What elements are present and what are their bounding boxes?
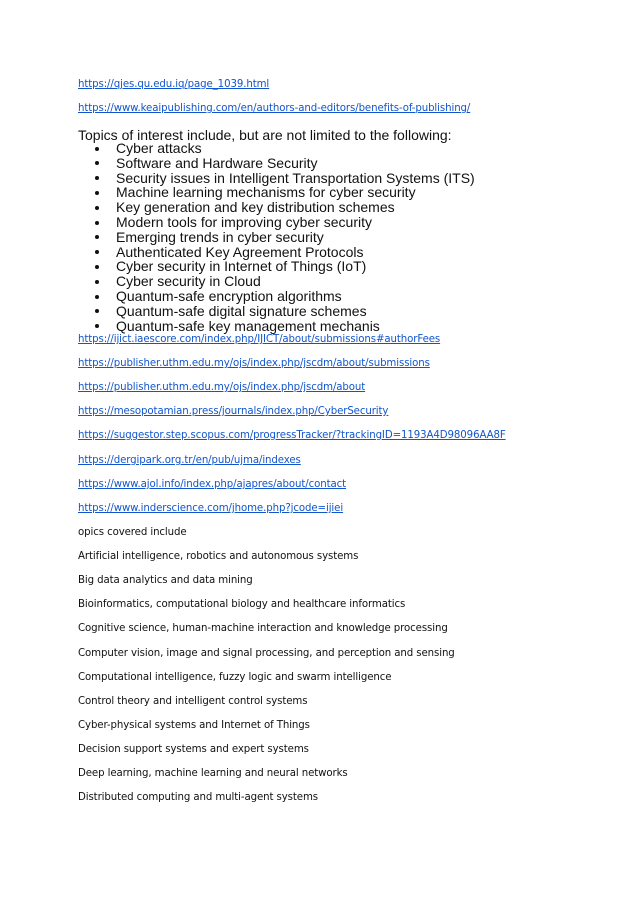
- list-item: Emerging trends in cyber security: [78, 230, 475, 245]
- link-mesopotamian[interactable]: https://mesopotamian.press/journals/index.php/CyberSecurity: [78, 406, 389, 417]
- list-item: Cyber security in Internet of Things (IoT): [78, 259, 475, 274]
- list-item: Key generation and key distribution schemes: [78, 200, 475, 215]
- list-item: Cyber attacks: [78, 141, 475, 156]
- covered-item: Big data analytics and data mining: [78, 575, 253, 586]
- list-item: Modern tools for improving cyber security: [78, 215, 475, 230]
- bullet-icon: [95, 280, 99, 284]
- bullet-icon: [95, 235, 99, 239]
- covered-heading: opics covered include: [78, 527, 187, 538]
- covered-item: Cognitive science, human-machine interaction and knowledge processing: [78, 623, 448, 634]
- bullet-icon: [95, 221, 99, 225]
- covered-item: Decision support systems and expert systems: [78, 744, 309, 755]
- list-item: Quantum-safe key management mechanis: [78, 319, 475, 334]
- list-item: Software and Hardware Security: [78, 156, 475, 171]
- bullet-icon: [95, 147, 99, 151]
- link-scopus-tracker[interactable]: https://suggestor.step.scopus.com/progressTracker/?trackingID=1193A4D98096AA8F: [78, 430, 506, 441]
- covered-item: Artificial intelligence, robotics and autonomous systems: [78, 551, 359, 562]
- list-item: Authenticated Key Agreement Protocols: [78, 245, 475, 260]
- bullet-icon: [95, 250, 99, 254]
- bullet-icon: [95, 324, 99, 328]
- list-item: Quantum-safe digital signature schemes: [78, 304, 475, 319]
- link-uthm-about[interactable]: https://publisher.uthm.edu.my/ojs/index.php/jscdm/about: [78, 382, 366, 393]
- topics-heading: Topics of interest include, but are not limited to the following:: [78, 127, 452, 143]
- covered-item: Control theory and intelligent control systems: [78, 696, 308, 707]
- list-item: Cyber security in Cloud: [78, 274, 475, 289]
- link-keaipublishing[interactable]: https://www.keaipublishing.com/en/authors-and-editors/benefits-of-publishing/: [78, 103, 471, 114]
- covered-item: Bioinformatics, computational biology and healthcare informatics: [78, 599, 406, 610]
- bullet-icon: [95, 206, 99, 210]
- bullet-icon: [95, 176, 99, 180]
- covered-item: Cyber-physical systems and Internet of Things: [78, 720, 310, 731]
- link-dergipark[interactable]: https://dergipark.org.tr/en/pub/ujma/indexes: [78, 455, 301, 466]
- covered-item: Distributed computing and multi-agent systems: [78, 792, 318, 803]
- list-item: Quantum-safe encryption algorithms: [78, 289, 475, 304]
- link-ijict[interactable]: https://ijict.iaescore.com/index.php/IJICT/about/submissions#authorFees: [78, 334, 441, 345]
- bullet-icon: [95, 161, 99, 165]
- link-ajol[interactable]: https://www.ajol.info/index.php/ajapres/about/contact: [78, 479, 347, 490]
- list-item: Security issues in Intelligent Transportation Systems (ITS): [78, 171, 475, 186]
- covered-item: Computational intelligence, fuzzy logic and swarm intelligence: [78, 672, 392, 683]
- bullet-icon: [95, 295, 99, 299]
- covered-item: Deep learning, machine learning and neural networks: [78, 768, 348, 779]
- link-inderscience[interactable]: https://www.inderscience.com/jhome.php?jcode=ijiei: [78, 503, 344, 514]
- list-item: Machine learning mechanisms for cyber security: [78, 185, 475, 200]
- covered-item: Computer vision, image and signal processing, and perception and sensing: [78, 648, 455, 659]
- link-uthm-submissions[interactable]: https://publisher.uthm.edu.my/ojs/index.php/jscdm/about/submissions: [78, 358, 430, 369]
- bullet-icon: [95, 309, 99, 313]
- bullet-icon: [95, 191, 99, 195]
- topics-list: [78, 141, 475, 333]
- link-qjes[interactable]: https://qjes.qu.edu.iq/page_1039.html: [78, 79, 270, 90]
- bullet-icon: [95, 265, 99, 269]
